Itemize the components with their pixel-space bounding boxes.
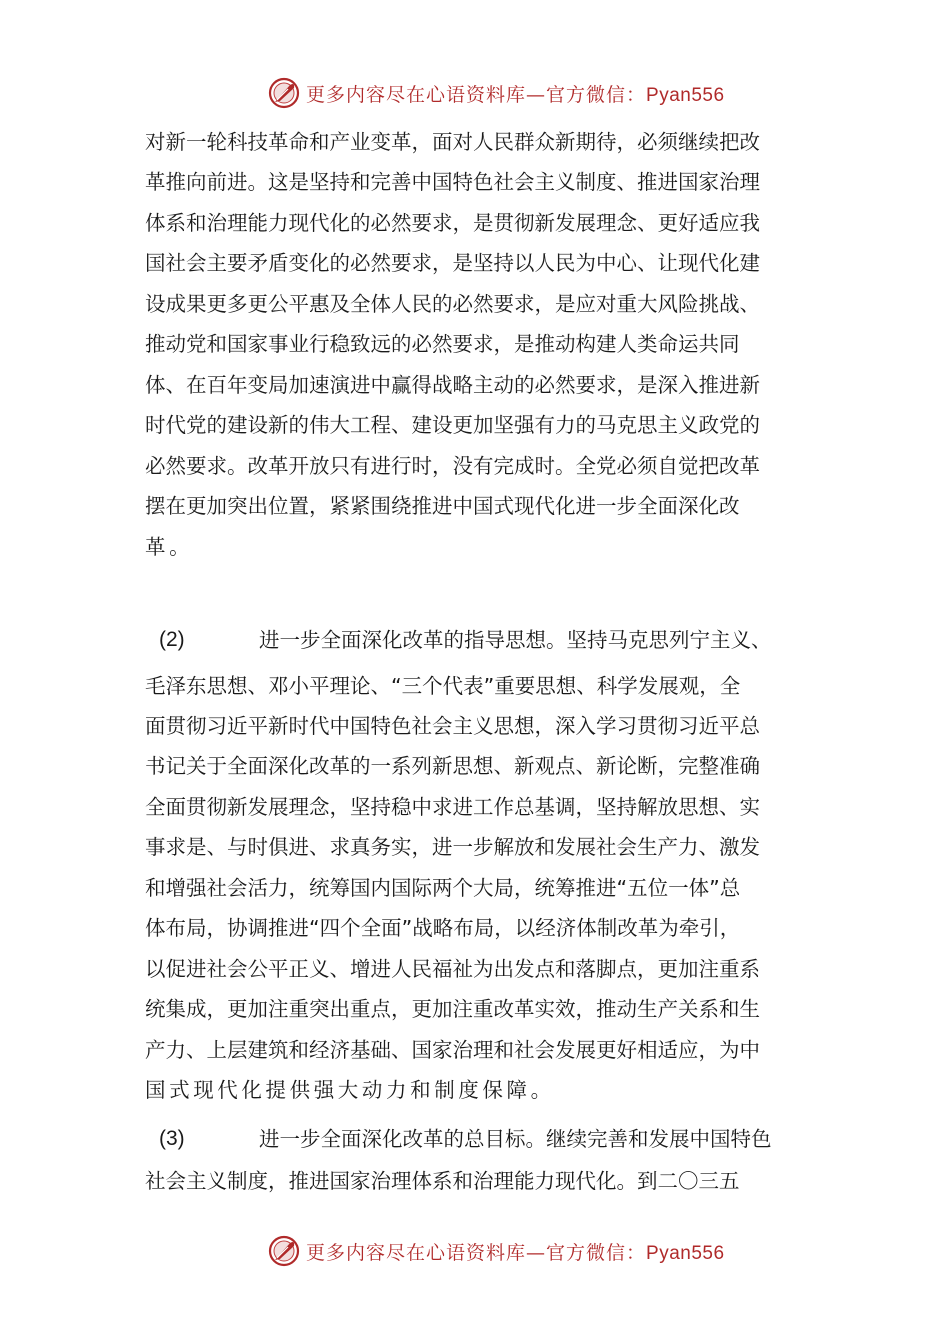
text-line: 革。 <box>145 535 194 559</box>
banner-text: 更多内容尽在心语资料库—官方微信：Pyan556 <box>306 1241 725 1264</box>
wechat-id: Pyan556 <box>646 1242 725 1264</box>
text-line: 进一步全面深化改革的指导思想。坚持马克思列宁主义、 <box>259 628 772 652</box>
item-number: (2) <box>159 628 185 651</box>
text-line: 摆在更加突出位置，紧紧围绕推进中国式现代化进一步全面深化改 <box>145 494 740 518</box>
text-line: 国社会主要矛盾变化的必然要求，是坚持以人民为中心、让现代化建 <box>145 251 760 275</box>
text-line: 体布局，协调推进“四个全面”战略布局，以经济体制改革为牵引， <box>145 916 741 940</box>
text-line: 和增强社会活力，统筹国内国际两个大局，统筹推进“五位一体”总 <box>145 876 741 900</box>
text-line: 事求是、与时俱进、求真务实，进一步解放和发展社会生产力、激发 <box>145 835 760 859</box>
text-line: 全面贯彻新发展理念，坚持稳中求进工作总基调，坚持解放思想、实 <box>145 795 760 819</box>
text-line: 时代党的建设新的伟大工程、建设更加坚强有力的马克思主义政党的 <box>145 413 760 437</box>
text-line: 对新一轮科技革命和产业变革，面对人民群众新期待，必须继续把改 <box>145 130 760 154</box>
text-line: 设成果更多更公平惠及全体人民的必然要求，是应对重大风险挑战、 <box>145 292 760 316</box>
quill-circle-logo-icon <box>268 1235 300 1267</box>
wechat-id: Pyan556 <box>646 84 725 106</box>
text-line: 书记关于全面深化改革的一系列新思想、新观点、新论断，完整准确 <box>145 754 760 778</box>
banner-text: 更多内容尽在心语资料库—官方微信：Pyan556 <box>306 83 725 106</box>
text-line: 推动党和国家事业行稳致远的必然要求，是推动构建人类命运共同 <box>145 332 740 356</box>
text-line: 必然要求。改革开放只有进行时，没有完成时。全党必须自觉把改革 <box>145 454 760 478</box>
text-line: 体、在百年变局加速演进中赢得战略主动的必然要求，是深入推进新 <box>145 373 760 397</box>
header-banner <box>268 76 725 110</box>
text-line: 革推向前进。这是坚持和完善中国特色社会主义制度、推进国家治理 <box>145 170 760 194</box>
text-line: 社会主义制度，推进国家治理体系和治理能力现代化。到二〇三五 <box>145 1169 740 1193</box>
text-line: 进一步全面深化改革的总目标。继续完善和发展中国特色 <box>259 1127 772 1151</box>
text-line: 体系和治理能力现代化的必然要求，是贯彻新发展理念、更好适应我 <box>145 211 760 235</box>
text-line: 国式现代化提供强大动力和制度保障。 <box>145 1078 555 1102</box>
text-line: 以促进社会公平正义、增进人民福祉为出发点和落脚点，更加注重系 <box>145 957 760 981</box>
text-line: 面贯彻习近平新时代中国特色社会主义思想，深入学习贯彻习近平总 <box>145 714 760 738</box>
text-line: 产力、上层建筑和经济基础、国家治理和社会发展更好相适应，为中 <box>145 1038 760 1062</box>
quill-circle-logo-icon <box>268 77 300 109</box>
footer-banner <box>268 1234 725 1268</box>
item-number: (3) <box>159 1127 185 1150</box>
text-line: 统集成，更加注重突出重点，更加注重改革实效，推动生产关系和生 <box>145 997 760 1021</box>
text-line: 毛泽东思想、邓小平理论、“三个代表”重要思想、科学发展观，全 <box>145 674 741 698</box>
